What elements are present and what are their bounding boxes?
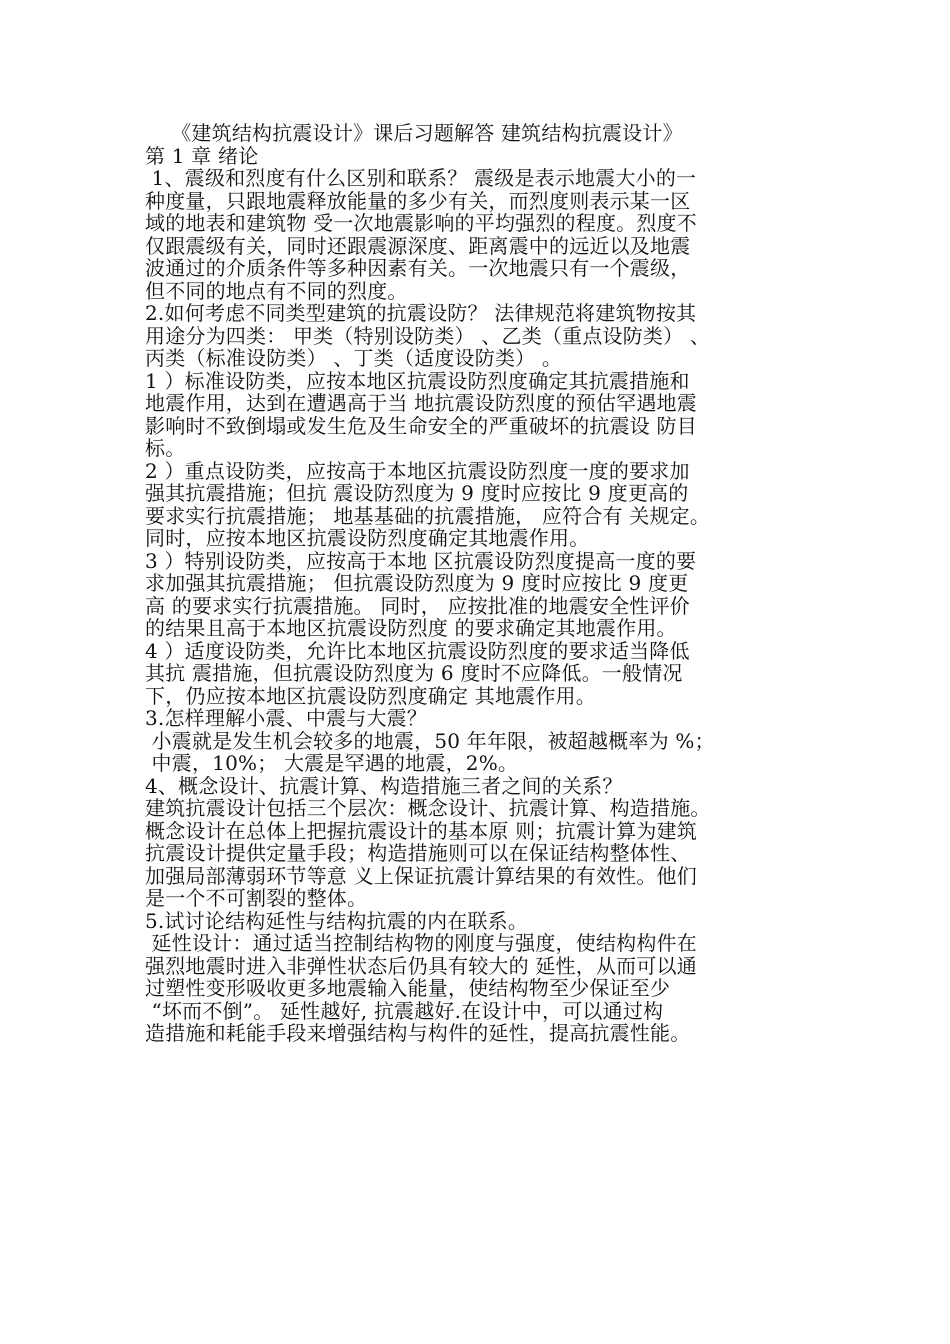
- text-line: 强烈地震时进入非弹性状态后仍具有较大的 延性，从而可以通: [145, 953, 697, 978]
- chapter-heading: 第 1 章 绪论: [145, 143, 259, 168]
- text-line: “坏而不倒”。 延性越好, 抗震越好.在设计中，可以通过构: [145, 998, 664, 1023]
- text-line: 建筑抗震设计包括三个层次：概念设计、抗震计算、构造措施。: [145, 796, 711, 820]
- text-line: 5.试讨论结构延性与结构抗震的内在联系。: [145, 908, 529, 933]
- text-line: 地震作用，达到在遭遇高于当 地抗震设防烈度的预估罕遇地震: [145, 391, 697, 415]
- text-line: 高 的要求实行抗震措施。 同时， 应按批准的地震安全性评价: [145, 593, 690, 618]
- text-line: 3 ）特别设防类，应按高于本地 区抗震设防烈度提高一度的要: [145, 548, 697, 573]
- text-line: 4、概念设计、抗震计算、构造措施三者之间的关系？: [145, 773, 623, 798]
- text-line: 中震，10%； 大震是罕遇的地震，2%。: [145, 751, 519, 775]
- text-line: 同时，应按本地区抗震设防烈度确定其地震作用。: [145, 526, 590, 550]
- text-line: 概念设计在总体上把握抗震设计的基本原 则；抗震计算为建筑: [145, 818, 697, 843]
- text-line: 用途分为四类： 甲类（特别设防类） 、乙类（重点设防类） 、: [145, 323, 711, 348]
- text-line: 下，仍应按本地区抗震设防烈度确定 其地震作用。: [145, 683, 596, 708]
- text-line: 丙类（标准设防类） 、丁类（适度设防类） 。: [145, 346, 563, 370]
- text-line: 4 ）适度设防类，允许比本地区抗震设防烈度的要求适当降低: [145, 638, 690, 663]
- text-line: 标。: [145, 436, 186, 460]
- text-line: 是一个不可割裂的整体。: [145, 886, 368, 910]
- text-line: 抗震设计提供定量手段；构造措施则可以在保证结构整体性、: [145, 841, 691, 865]
- text-line: 1、震级和烈度有什么区别和联系？ 震级是表示地震大小的一: [145, 166, 697, 190]
- text-line: 波通过的介质条件等多种因素有关。一次地震只有一个震级，: [145, 256, 691, 280]
- text-line: 影响时不致倒塌或发生危及生命安全的严重破坏的抗震设 防目: [145, 413, 697, 438]
- text-line: 2 ）重点设防类，应按高于本地区抗震设防烈度一度的要求加: [145, 458, 690, 483]
- text-line: 但不同的地点有不同的烈度。: [145, 278, 408, 303]
- text-line: 造措施和耗能手段来增强结构与构件的延性，提高抗震性能。: [145, 1021, 691, 1045]
- text-line: 其抗 震措施，但抗震设防烈度为 6 度时不应降低。一般情况: [145, 661, 683, 685]
- text-line: 3.怎样理解小震、中震与大震？: [145, 706, 428, 730]
- text-line: 仅跟震级有关，同时还跟震源深度、距离震中的远近以及地震: [145, 233, 691, 258]
- text-line: 种度量，只跟地震释放能量的多少有关，而烈度则表示某一区: [145, 188, 691, 213]
- text-line: 加强局部薄弱环节等意 义上保证抗震计算结果的有效性。他们: [145, 863, 697, 888]
- text-line: 小震就是发生机会较多的地震，50 年年限，被超越概率为 %；: [145, 728, 715, 753]
- text-line: 域的地表和建筑物 受一次地震影响的平均强烈的程度。烈度不: [145, 211, 697, 235]
- document-body: [145, 122, 825, 1045]
- text-line: 延性设计：通过适当控制结构物的刚度与强度，使结构构件在: [145, 931, 697, 955]
- text-line: 强其抗震措施；但抗 震设防烈度为 9 度时应按比 9 度更高的: [145, 481, 689, 505]
- text-line: 的结果且高于本地区抗震设防烈度 的要求确定其地震作用。: [145, 616, 677, 640]
- text-line: 要求实行抗震措施； 地基基础的抗震措施， 应符合有 关规定。: [145, 503, 711, 528]
- text-line: 过塑性变形吸收更多地震输入能量，使结构物至少保证至少: [145, 976, 671, 1000]
- document-title: 《建筑结构抗震设计》课后习题解答 建筑结构抗震设计》: [145, 121, 683, 145]
- text-line: 1 ）标准设防类，应按本地区抗震设防烈度确定其抗震措施和: [145, 368, 690, 393]
- text-line: 求加强其抗震措施； 但抗震设防烈度为 9 度时应按比 9 度更: [145, 571, 689, 595]
- text-line: 2.如何考虑不同类型建筑的抗震设防？ 法律规范将建筑物按其: [145, 301, 697, 325]
